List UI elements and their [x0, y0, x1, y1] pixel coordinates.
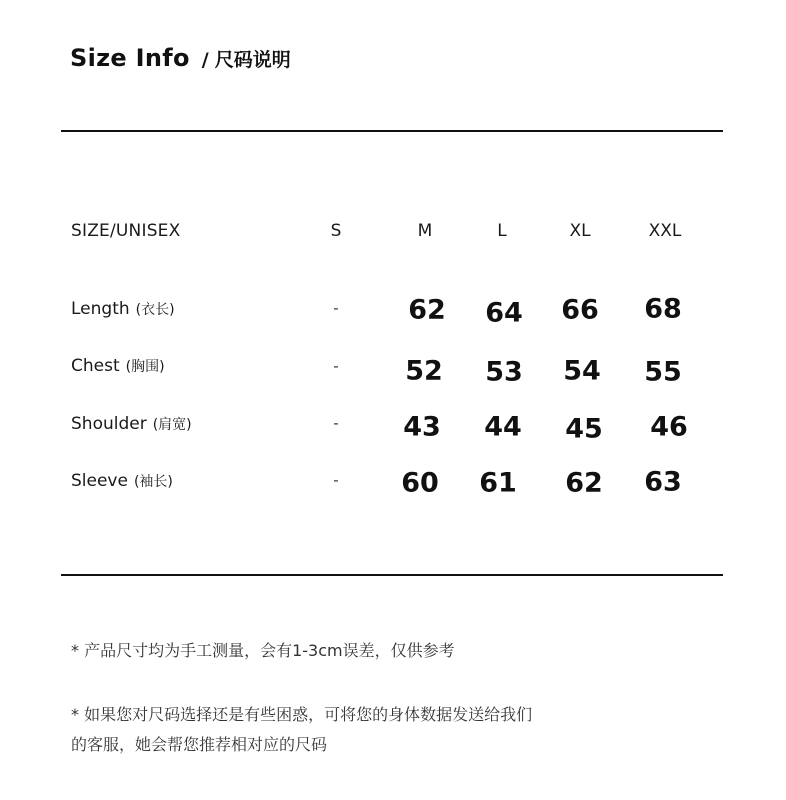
- cell-shoulder-l: 44: [484, 411, 522, 443]
- row-label-cn: (胸围): [125, 359, 165, 375]
- top-divider: [61, 130, 723, 132]
- cell-sleeve-l: 61: [479, 467, 517, 499]
- row-label-cn: (衣长): [135, 302, 175, 318]
- cell-shoulder-s: -: [333, 414, 339, 432]
- row-label-shoulder: [71, 414, 192, 434]
- row-label-text: Chest: [71, 356, 120, 376]
- cell-length-m: 62: [408, 294, 446, 326]
- cell-length-xl: 66: [561, 294, 599, 326]
- size-header-l: L: [497, 221, 507, 241]
- cell-shoulder-m: 43: [403, 411, 441, 443]
- row-label-text: Sleeve: [71, 471, 128, 491]
- row-label-text: Length: [71, 299, 130, 319]
- cell-chest-m: 52: [405, 355, 443, 387]
- cell-length-l: 64: [485, 297, 523, 329]
- cell-sleeve-m: 60: [401, 467, 439, 499]
- note-contact-line1: * 如果您对尺码选择还是有些困惑，可将您的身体数据发送给我们: [71, 705, 533, 724]
- size-header-label: SIZE/UNISEX: [71, 221, 181, 241]
- cell-chest-l: 53: [485, 356, 523, 388]
- title-english: Size Info: [70, 44, 190, 72]
- cell-chest-xl: 54: [563, 355, 601, 387]
- row-label-length: [71, 299, 175, 319]
- note-contact: [71, 700, 532, 760]
- row-label-chest: [71, 356, 165, 376]
- note-contact-line2: 的客服，她会帮您推荐相对应的尺码: [71, 735, 328, 754]
- row-label-cn: (肩宽): [152, 417, 192, 433]
- row-label-sleeve: [71, 471, 173, 491]
- size-header-xl: XL: [569, 221, 591, 241]
- cell-sleeve-xl: 62: [565, 467, 603, 499]
- cell-shoulder-xxl: 46: [650, 411, 688, 443]
- cell-sleeve-s: -: [333, 471, 339, 489]
- page-title: [70, 44, 291, 80]
- bottom-divider: [61, 574, 723, 576]
- note-measurement: * 产品尺寸均为手工测量，会有1-3cm误差，仅供参考: [71, 641, 455, 660]
- size-header-s: S: [330, 221, 342, 241]
- cell-sleeve-xxl: 63: [644, 466, 682, 498]
- cell-chest-s: -: [333, 357, 339, 375]
- row-label-text: Shoulder: [71, 414, 147, 434]
- cell-length-xxl: 68: [644, 293, 682, 325]
- size-header-xxl: XXL: [648, 221, 682, 241]
- size-header-m: M: [417, 221, 433, 241]
- title-chinese: 尺码说明: [214, 49, 291, 71]
- row-label-cn: (袖长): [133, 474, 173, 490]
- cell-length-s: -: [333, 299, 339, 317]
- cell-chest-xxl: 55: [644, 356, 682, 388]
- title-separator: /: [201, 49, 209, 71]
- cell-shoulder-xl: 45: [565, 413, 603, 445]
